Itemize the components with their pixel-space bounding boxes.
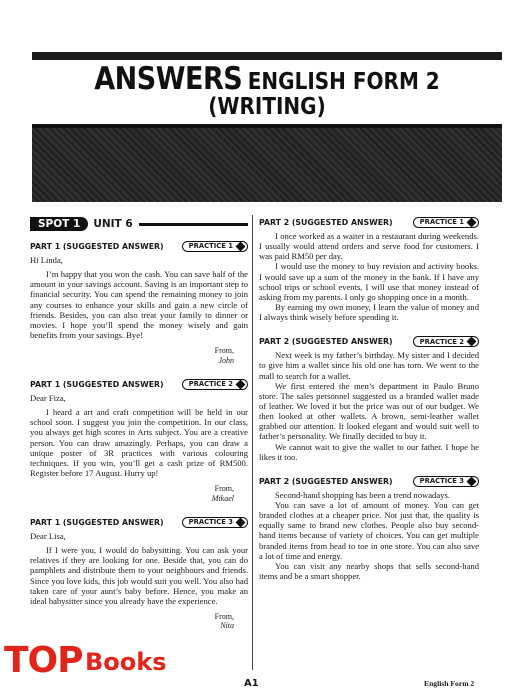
signature: [30, 346, 248, 365]
unit-label: UNIT 6: [93, 217, 133, 230]
practice-badge: [182, 241, 248, 252]
right-column: [259, 217, 479, 595]
salutation: Dear Lisa,: [30, 531, 66, 541]
salutation: Dear Fiza,: [30, 393, 66, 403]
answer-paragraph: By earning my own money, I learn the value of money and I always think wisely before spending it.: [259, 301, 479, 323]
closing: From,: [214, 484, 234, 494]
diamond-icon: [236, 518, 246, 528]
diamond-icon: [236, 380, 246, 390]
title-writing: (WRITING): [208, 92, 326, 121]
answer-block: [259, 217, 479, 322]
answer-paragraph: I once worked as a waiter in a restaurant during weekends. I usually would attend orders and serve food for customers. I was paid RM50 per day.: [259, 231, 479, 262]
practice-label: PRACTICE 3: [419, 477, 464, 486]
diamond-icon: [467, 337, 477, 347]
signature: [30, 484, 248, 503]
topbooks-logo: [0, 640, 178, 692]
diamond-icon: [467, 218, 477, 228]
diamond-icon: [467, 476, 477, 486]
salutation: Hi Linda,: [30, 255, 63, 265]
answer-paragraph: Second-hand shopping has been a trend nowadays.: [275, 489, 450, 500]
answer-paragraph: I’m happy that you won the cash. You can save half of the amount in your savings account. Saving is an important step to financial security. You can spend the remaining money to join any courses to enhance your skills and gain a new circle of friends. Besides, you can also treat your family to dinner or movies. I hope you’ll spend the money wisely and gain benefits from your savings. Bye!: [30, 269, 248, 340]
answer-paragraph: I would use the money to buy revision and activity books. I would save up a sum of the money in the bank. If I have any school trips or school events, I will use that money instead of asking from my parents. I only go shopping once in a month.: [259, 261, 479, 302]
answer-paragraph: You can save a lot of amount of money. You can get branded clothes at a cheaper price. Not just that, the quality is equally same to brand new clothes. People also buy second-hand items because of variety of choices. You can get multiple branded items from head to toe in one store. You can also save a lot of time and energy.: [259, 499, 479, 561]
left-column: [30, 217, 248, 645]
answer-block: [30, 241, 248, 365]
answer-paragraph: You can visit any nearby shops that sells second-hand items and be a smart shopper.: [259, 560, 479, 581]
page-title: [32, 61, 502, 121]
section-header: [259, 336, 479, 347]
practice-label: PRACTICE 2: [419, 337, 464, 346]
footer-subject: English Form 2: [424, 679, 475, 688]
section-title: PART 2 (SUGGESTED ANSWER): [259, 217, 393, 227]
section-title: PART 2 (SUGGESTED ANSWER): [259, 476, 393, 486]
logo-books-text: Books: [85, 648, 167, 676]
answer-paragraph: We cannot wait to give the wallet to our father. I hope he likes it too.: [259, 441, 479, 462]
section-title: PART 1 (SUGGESTED ANSWER): [30, 379, 164, 389]
answer-block: [259, 476, 479, 581]
closing: From,: [214, 611, 234, 621]
section-header: [30, 379, 248, 390]
practice-badge: [182, 379, 248, 390]
practice-label: PRACTICE 1: [419, 218, 464, 227]
section-header: [259, 217, 479, 228]
practice-badge: [413, 476, 479, 487]
section-title: PART 1 (SUGGESTED ANSWER): [30, 241, 164, 251]
answer-paragraph: Next week is my father’s birthday. My sister and I decided to give him a wallet since his old one has torn. We went to the mall to search for a wallet.: [259, 350, 479, 381]
signature: [30, 612, 248, 631]
logo-top-text: TOP: [4, 640, 83, 681]
answer-block: [30, 517, 248, 631]
section-title: PART 2 (SUGGESTED ANSWER): [259, 337, 393, 347]
practice-label: PRACTICE 3: [188, 518, 233, 527]
title-answers: ANSWERS: [94, 61, 243, 98]
signature-name: Mikael: [211, 493, 234, 503]
header-banner: [32, 124, 502, 202]
answer-paragraph: If I were you, I would do babysitting. You can ask your relatives if they are looking for one. Beside that, you can do pamphlets and distribute them to your neighbours and friends. Since you love kids, this job would suit you well. You also had taken care of your aunt’s baby before. Hence, you make an ideal babysitter since you already have the experience.: [30, 545, 248, 606]
page-number: A1: [244, 678, 259, 689]
section-title: PART 1 (SUGGESTED ANSWER): [30, 517, 164, 527]
column-divider: [252, 215, 253, 670]
spot-rule: [139, 223, 248, 226]
signature-name: Nita: [220, 621, 234, 631]
title-subject: ENGLISH FORM 2: [247, 67, 440, 95]
spot-header: [30, 217, 248, 231]
spot-badge: SPOT 1: [30, 217, 88, 231]
practice-badge: [413, 336, 479, 347]
answer-block: [30, 379, 248, 503]
signature-name: John: [218, 355, 234, 365]
answer-paragraph: We first entered the men’s department in Paulo Bruno store. The sales personnel suggested us a branded wallet made of leather. We loved it but the price was out of our budget. We then looked at other wallets. A brown, semi-leather wallet grabbed our attention. It looked elegant and would suit well to father’s personality. We finally decided to buy it.: [259, 380, 479, 442]
practice-label: PRACTICE 1: [188, 242, 233, 251]
practice-badge: [182, 517, 248, 528]
section-header: [259, 476, 479, 487]
practice-label: PRACTICE 2: [188, 380, 233, 389]
header-rule: [32, 52, 502, 60]
section-header: [30, 517, 248, 528]
answer-block: [259, 336, 479, 462]
practice-badge: [413, 217, 479, 228]
answer-paragraph: I heard a art and craft competition will be held in our school soon. I suggest you join the competition. In our class, you always get high scores in Arts subject. You are a creative person. You can draw amazingly. Perhaps, you can draw a unique poster of 3R practices with various colouring techniques. If you win, you’ll get a cash prize of RM500. Register before 17 August. Hurry up!: [30, 407, 248, 478]
closing: From,: [214, 346, 234, 356]
section-header: [30, 241, 248, 252]
diamond-icon: [236, 242, 246, 252]
